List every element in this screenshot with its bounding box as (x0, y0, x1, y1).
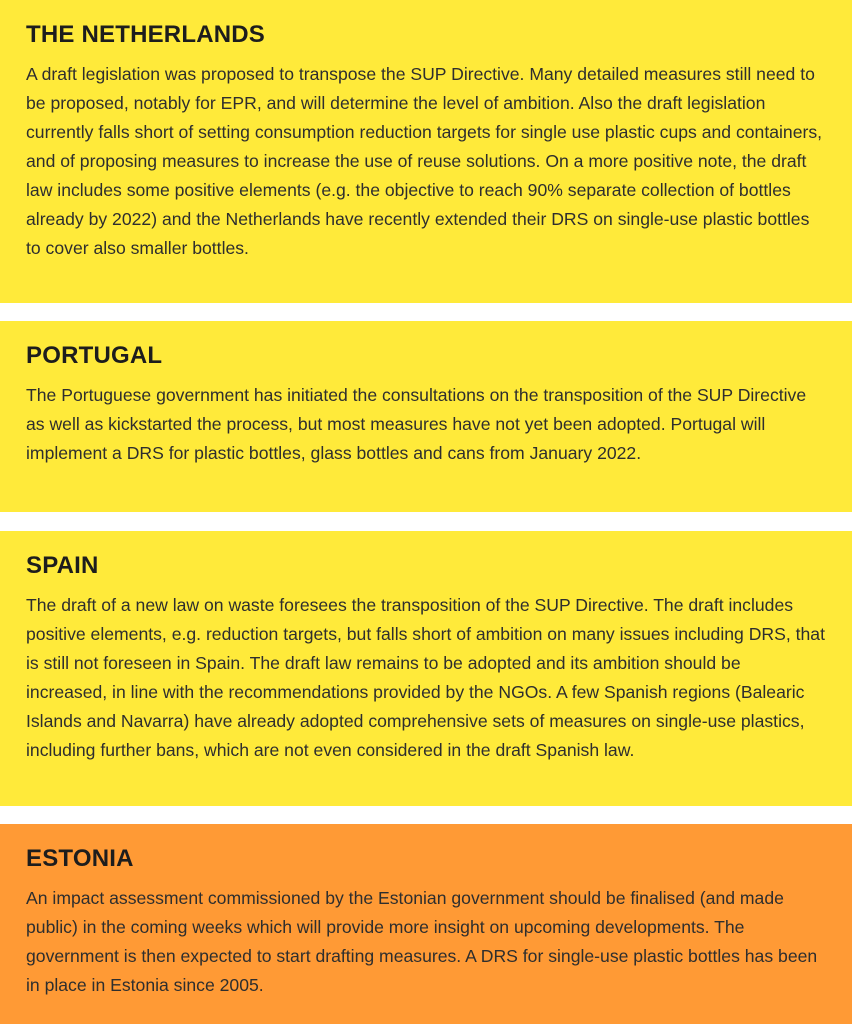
section-body-estonia: An impact assessment commissioned by the Estonian government should be finalised (and made public) in the coming weeks which will provide more insight on upcoming developments. The government is then expected to start drafting measures. A DRS for single-use plastic bottles has been in place in Estonia since 2005. (26, 888, 818, 995)
section-heading-spain: SPAIN (26, 552, 99, 579)
section-heading-portugal: PORTUGAL (26, 342, 163, 369)
section-estonia (0, 824, 852, 1024)
section-body-netherlands: A draft legislation was proposed to transpose the SUP Directive. Many detailed measures still need to be proposed, notably for EPR, and will determine the level of ambition. Also the draft legislation currently falls short of setting consumption reduction targets for single use plastic cups and containers, and of proposing measures to increase the use of reuse solutions. On a more positive note, the draft law includes some positive elements (e.g. the objective to reach 90% separate collection of bottles already by 2022) and the Netherlands have recently extended their DRS on single-use plastic bottles to cover also smaller bottles. (26, 64, 823, 258)
section-heading-netherlands: THE NETHERLANDS (26, 21, 266, 48)
section-netherlands (0, 0, 852, 303)
section-portugal (0, 321, 852, 512)
section-heading-estonia: ESTONIA (26, 845, 134, 872)
section-body-spain: The draft of a new law on waste foresees the transposition of the SUP Directive. The draft includes positive elements, e.g. reduction targets, but falls short of ambition on many issues including DRS, that is still not foreseen in Spain. The draft law remains to be adopted and its ambition should be increased, in line with the recommendations provided by the NGOs. A few Spanish regions (Balearic Islands and Navarra) have already adopted comprehensive sets of measures on single-use plastics, including further bans, which are not even considered in the draft Spanish law. (26, 595, 825, 760)
section-body-portugal: The Portuguese government has initiated the consultations on the transposition of the SUP Directive as well as kickstarted the process, but most measures have not yet been adopted. Portugal will implement a DRS for plastic bottles, glass bottles and cans from January 2022. (26, 385, 807, 463)
section-spain (0, 531, 852, 806)
